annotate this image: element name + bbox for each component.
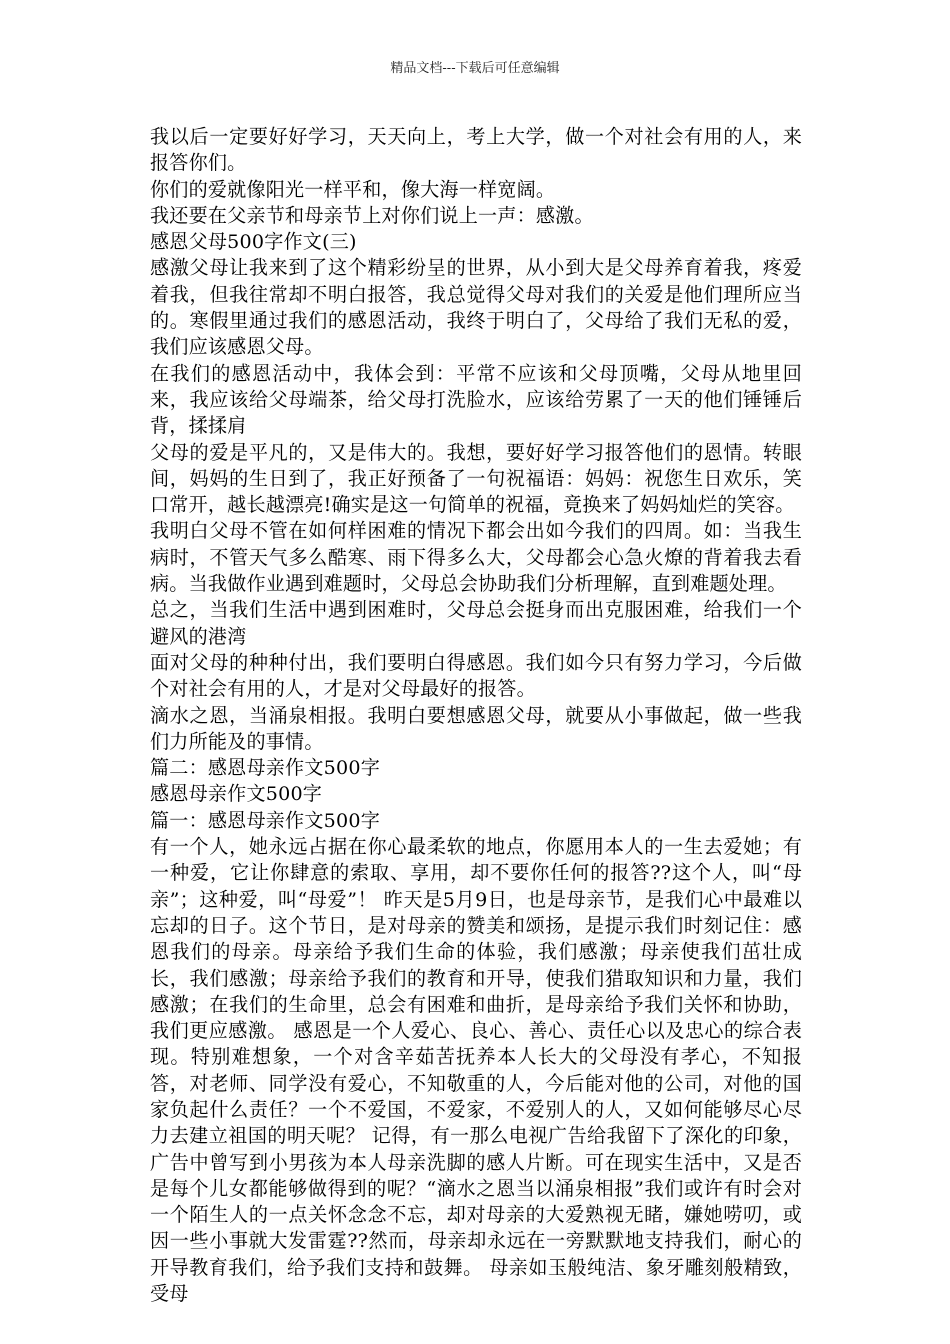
page-header: 精品文档---下载后可任意编辑 — [390, 61, 560, 76]
paragraph: 父母的爱是平凡的，又是伟大的。我想，要好好学习报答他们的恩情。转眼间，妈妈的生日到了，我正好预备了一句祝福语：妈妈：祝您生日欢乐，笑口常开，越长越漂亮!确实是这一句简单的祝福，竟换来了妈妈灿烂的笑容。 — [150, 440, 802, 517]
section-heading: 感恩母亲作文500字 — [150, 782, 323, 806]
document-body — [150, 124, 802, 1307]
paragraph: 在我们的感恩活动中，我体会到：平常不应该和父母顶嘴，父母从地里回来，我应该给父母端茶，给父母打洗脸水，应该给劳累了一天的他们锤锤后背，揉揉肩 — [150, 361, 802, 438]
paragraph: 我以后一定要好好学习，天天向上，考上大学，做一个对社会有用的人，来报答你们。 — [150, 125, 802, 175]
paragraph: 我还要在父亲节和母亲节上对你们说上一声：感激。 — [150, 203, 594, 227]
paragraph: 感激父母让我来到了这个精彩纷呈的世界，从小到大是父母养育着我，疼爱着我，但我往常却不明白报答，我总觉得父母对我们的关爱是他们理所应当的。寒假里通过我们的感恩活动，我终于明白了，父母给了我们无私的爱，我们应该感恩父母。 — [150, 256, 802, 359]
paragraph: 面对父母的种种付出，我们要明白得感恩。我们如今只有努力学习，今后做个对社会有用的人，才是对父母最好的报答。 — [150, 650, 802, 701]
paragraph: 我明白父母不管在如何样困难的情况下都会出如今我们的四周。如：当我生病时，不管天气多么酷寒、雨下得多么大，父母都会心急火燎的背着我去看病。当我做作业遇到难题时，父母总会协助我们分析理解，直到难题处理。 — [150, 519, 802, 596]
section-heading: 篇一：感恩母亲作文500字 — [150, 808, 380, 832]
paragraph: 总之，当我们生活中遇到困难时，父母总会挺身而出克服困难，给我们一个避风的港湾 — [150, 598, 802, 648]
section-heading: 篇二：感恩母亲作文500字 — [150, 756, 380, 780]
paragraph: 滴水之恩，当涌泉相报。我明白要想感恩父母，就要从小事做起，做一些我们力所能及的事情。 — [150, 703, 802, 753]
section-heading: 感恩父母500字作文(三) — [150, 230, 357, 254]
paragraph: 有一个人，她永远占据在你心最柔软的地点，你愿用本人的一生去爱她；有一种爱，它让你肆意的索取、享用，却不要你任何的报答??这个人，叫“母亲”；这种爱，叫“母爱”！ 昨天是5月9日，也是母亲节，是我们心中最难以忘却的日子。这个节日，是对母亲的赞美和颂扬，是提示我们时刻记住：感恩我们的母亲。母亲给予我们生命的体验，我们感激；母亲使我们茁壮成长，我们感激；母亲给予我们的教育和开导，使我们猎取知识和力量，我们感激；在我们的生命里，总会有困难和曲折，是母亲给予我们关怀和协助，我们更应感激。 感恩是一个人爱心、良心、善心、责任心以及忠心的综合表现。特别难想象，一个对含辛茹苦抚养本人长大的父母没有孝心，不知报答，对老师、同学没有爱心，不知敬重的人，今后能对他的公司，对他的国家负起什么责任？一个不爱国，不爱家，不爱别人的人，又如何能够尽心尽力去建立祖国的明天呢？ 记得，有一那么电视广告给我留下了深化的印象，广告中曾写到小男孩为本人母亲洗脚的感人片断。可在现实生活中，又是否是每个儿女都能够做得到的呢？“滴水之恩当以涌泉相报”我们或许有时会对一个陌生人的一点关怀念念不忘，却对母亲的大爱熟视无睹，嫌她唠叨，或因一些小事就大发雷霆??然而，母亲却永远在一旁默默地支持我们，耐心的开导教育我们，给予我们支持和鼓舞。 母亲如玉般纯洁、象牙雕刻般精致，受母 — [150, 835, 802, 1306]
paragraph: 你们的爱就像阳光一样平和，像大海一样宽阔。 — [150, 177, 556, 201]
